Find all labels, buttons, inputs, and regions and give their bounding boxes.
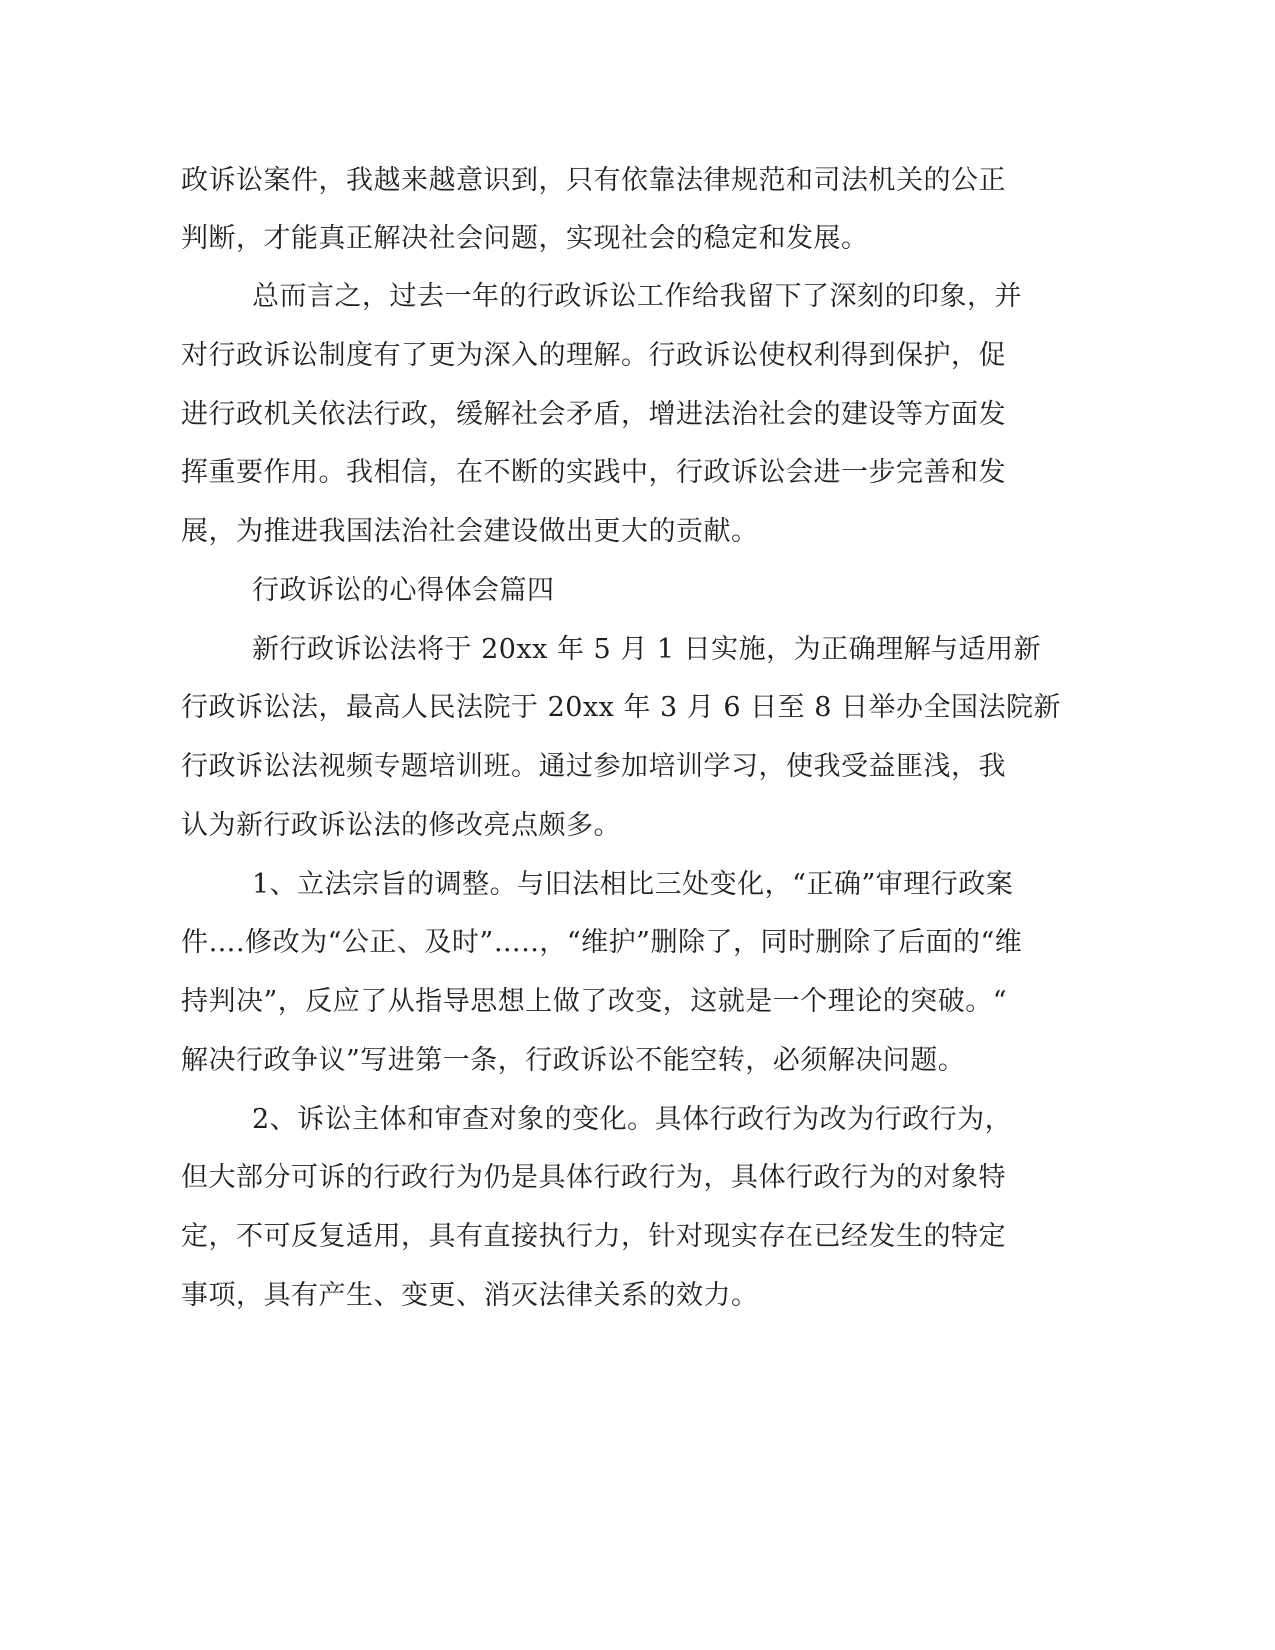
paragraph-line: 2、诉讼主体和审查对象的变化。具体行政行为改为行政行为， — [252, 1104, 1013, 1135]
paragraph-line: 总而言之，过去一年的行政诉讼工作给我留下了深刻的印象，并 — [252, 281, 1022, 312]
paragraph-line: 定，不可反复适用，具有直接执行力，针对现实存在已经发生的特定 — [181, 1221, 1006, 1252]
paragraph-line: 但大部分可诉的行政行为仍是具体行政行为，具体行政行为的对象特 — [181, 1162, 1006, 1193]
paragraph-line: 行政诉讼法视频专题培训班。通过参加培训学习，使我受益匪浅，我 — [181, 751, 1006, 782]
paragraph-line: 持判决”，反应了从指导思想上做了改变，这就是一个理论的突破。“ — [181, 986, 1008, 1017]
paragraph-line: 进行政机关依法行政，缓解社会矛盾，增进法治社会的建设等方面发 — [181, 399, 1006, 430]
paragraph-line: 挥重要作用。我相信，在不断的实践中，行政诉讼会进一步完善和发 — [181, 457, 1006, 488]
paragraph-line: 对行政诉讼制度有了更为深入的理解。行政诉讼使权利得到保护，促 — [181, 340, 1006, 371]
paragraph-line: 新行政诉讼法将于 20xx 年 5 月 1 日实施，为正确理解与适用新 — [252, 634, 1042, 665]
paragraph-line: 展，为推进我国法治社会建设做出更大的贡献。 — [181, 516, 759, 547]
paragraph-line: 件….修改为“公正、及时”…..，“维护”删除了，同时删除了后面的“维 — [181, 927, 1023, 958]
paragraph-line: 政诉讼案件，我越来越意识到，只有依靠法律规范和司法机关的公正 — [181, 165, 1006, 196]
paragraph-line: 判断，才能真正解决社会问题，实现社会的稳定和发展。 — [181, 223, 869, 254]
paragraph-line: 解决行政争议”写进第一条，行政诉讼不能空转，必须解决问题。 — [181, 1045, 966, 1076]
paragraph-line: 事项，具有产生、变更、消灭法律关系的效力。 — [181, 1280, 759, 1311]
paragraph-line: 行政诉讼法，最高人民法院于 20xx 年 3 月 6 日至 8 日举办全国法院新 — [181, 692, 1062, 723]
paragraph-line: 认为新行政诉讼法的修改亮点颇多。 — [181, 810, 621, 841]
section-heading: 行政诉讼的心得体会篇四 — [252, 575, 555, 606]
paragraph-line: 1、立法宗旨的调整。与旧法相比三处变化，“正确”审理行政案 — [252, 869, 1014, 900]
